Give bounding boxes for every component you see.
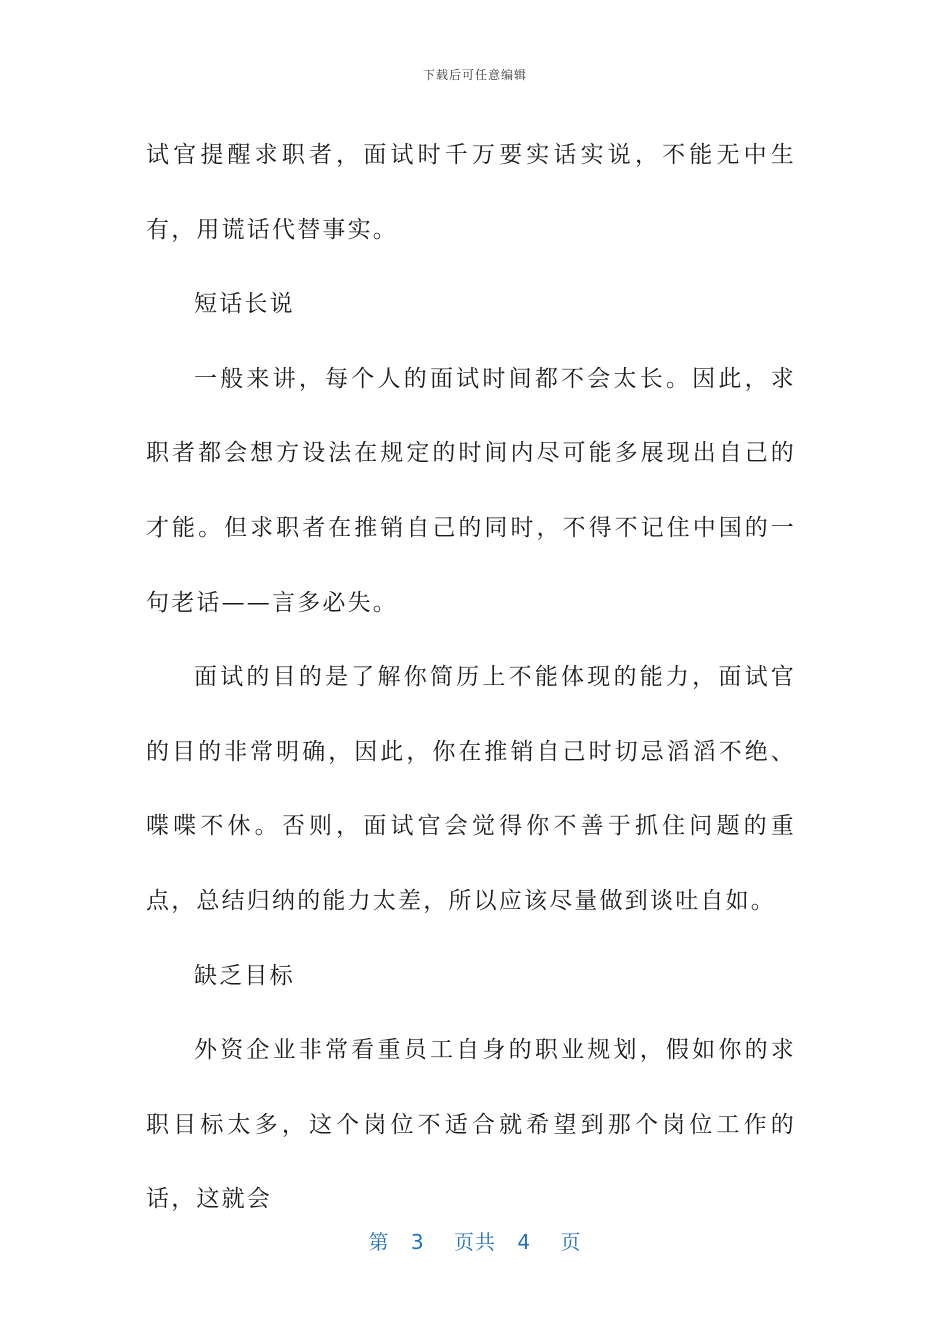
paragraph-career-planning: 外资企业非常看重员工自身的职业规划，假如你的求职目标太多，这个岗位不适合就希望到那个岗位工作的话，这就会 <box>146 1037 796 1213</box>
paragraph-continuation: 试官提醒求职者，面试时千万要实话实说，不能无中生有，用谎话代替事实。 <box>146 142 796 243</box>
document-body <box>146 118 796 1237</box>
paragraph-interview-purpose: 面试的目的是了解你简历上不能体现的能力，面试官的目的非常明确，因此，你在推销自己时切忌滔滔不绝、喋喋不休。否则，面试官会觉得你不善于抓住问题的重点，总结归纳的能力太差，所以应该尽量做到谈吐自如。 <box>146 664 796 914</box>
total-pages-number: 4 <box>517 1230 532 1254</box>
paragraph-interview-time: 一般来讲，每个人的面试时间都不会太长。因此，求职者都会想方设法在规定的时间内尽可能多展现出自己的才能。但求职者在推销自己的同时，不得不记住中国的一句老话——言多必失。 <box>146 365 796 616</box>
section-heading-short-talk-long: 短话长说 <box>194 291 295 318</box>
current-page-number: 3 <box>410 1230 425 1254</box>
page-footer <box>0 1226 950 1255</box>
page-header-note: 下载后可任意编辑 <box>422 68 527 82</box>
page-label-mid: 页共 <box>454 1230 496 1254</box>
page-label-prefix: 第 <box>368 1230 390 1254</box>
page-label-suffix: 页 <box>560 1230 582 1254</box>
section-heading-lack-of-goal: 缺乏目标 <box>194 962 295 989</box>
